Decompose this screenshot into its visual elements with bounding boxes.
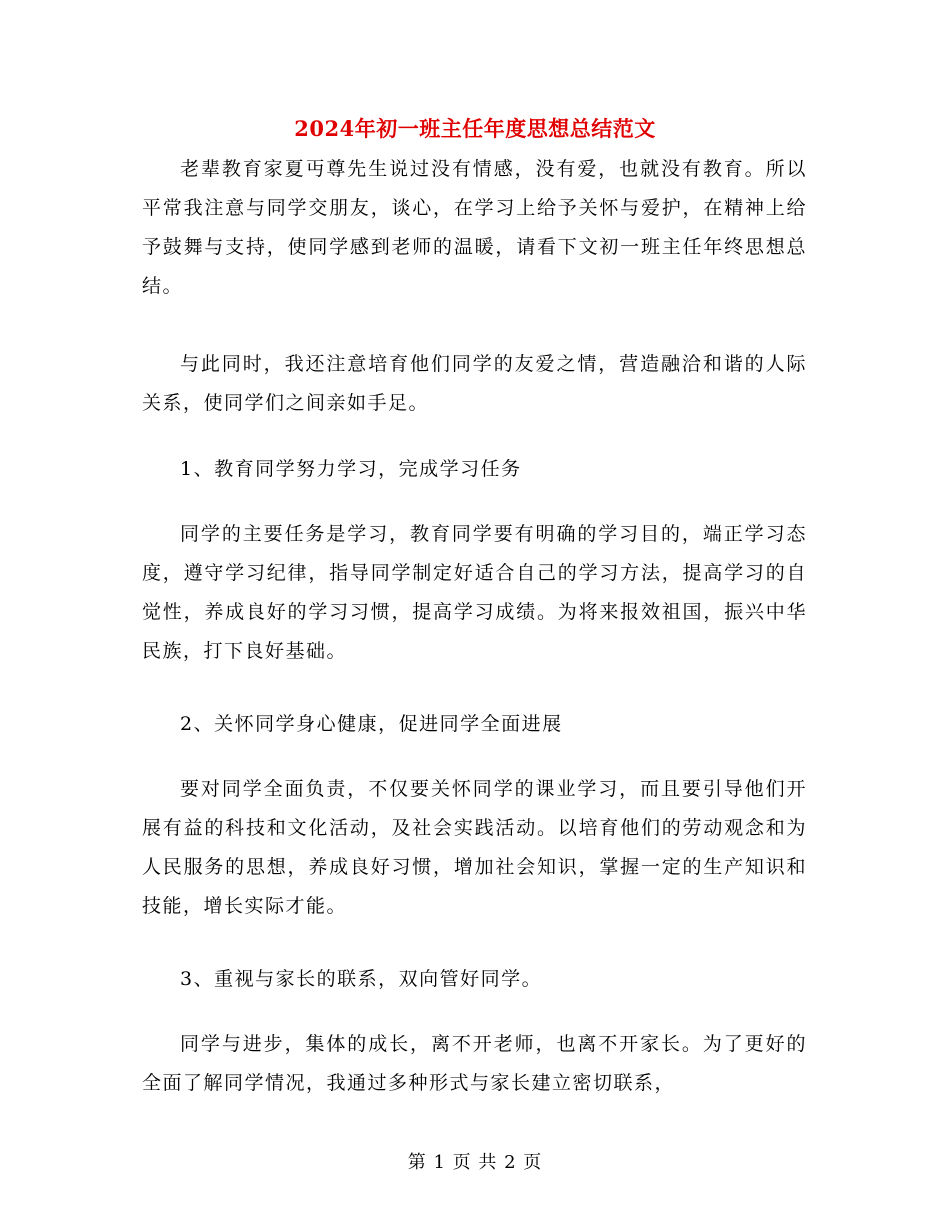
- document-title: 2024年初一班主任年度思想总结范文: [294, 116, 656, 141]
- paragraph-intro: 老辈教育家夏丏尊先生说过没有情感，没有爱，也就没有教育。所以平常我注意与同学交朋友，谈心，在学习上给予关怀与爱护，在精神上给予鼓舞与支持，使同学感到老师的温暖，请看下文初一班主任年终思想总结。: [142, 158, 807, 297]
- paragraph-parents: 同学与进步，集体的成长，离不开老师，也离不开家长。为了更好的全面了解同学情况，我通过多种形式与家长建立密切联系，: [142, 1033, 807, 1094]
- page-number-footer: 第 1 页 共 2 页: [407, 1152, 543, 1173]
- paragraph-study: 同学的主要任务是学习，教育同学要有明确的学习目的，端正学习态度，遵守学习纪律，指导同学制定好适合自己的学习方法，提高学习的自觉性，养成良好的学习习惯，提高学习成绩。为将来报效祖国，振兴中华民族，打下良好基础。: [142, 523, 807, 662]
- heading-health: 2、关怀同学身心健康，促进同学全面进展: [180, 713, 563, 735]
- paragraph-friendship: 与此同时，我还注意培育他们同学的友爱之情，营造融洽和谐的人际关系，使同学们之间亲如手足。: [142, 353, 807, 414]
- heading-parents: 3、重视与家长的联系，双向管好同学。: [180, 968, 543, 990]
- paragraph-health: 要对同学全面负责，不仅要关怀同学的课业学习，而且要引导他们开展有益的科技和文化活动，及社会实践活动。以培育他们的劳动观念和为人民服务的思想，养成良好习惯，增加社会知识，掌握一定的生产知识和技能，增长实际才能。: [142, 778, 807, 917]
- heading-study: 1、教育同学努力学习，完成学习任务: [180, 458, 522, 480]
